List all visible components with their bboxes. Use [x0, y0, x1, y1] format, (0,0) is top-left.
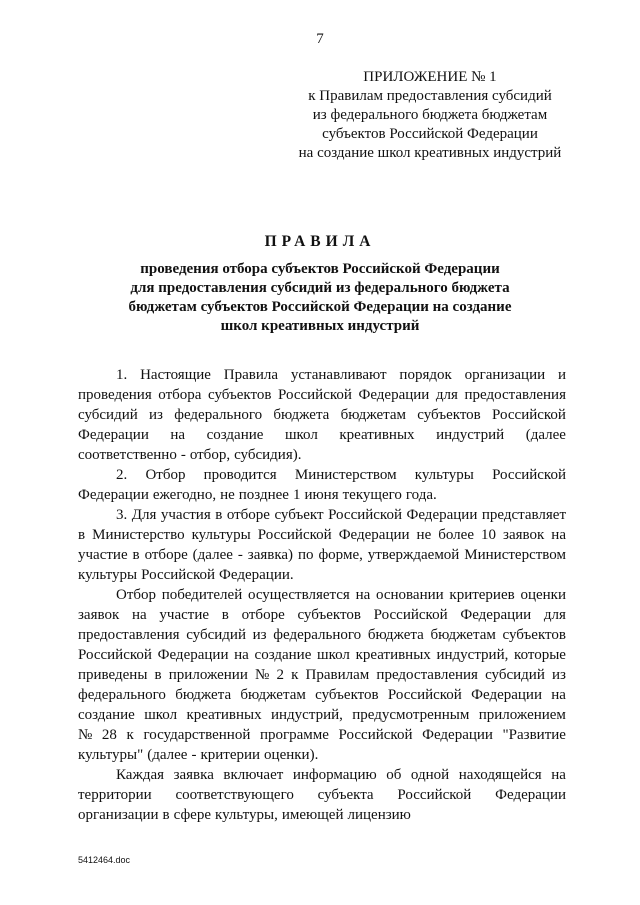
file-name-footer: 5412464.doc — [78, 855, 131, 865]
appendix-line: субъектов Российской Федерации — [322, 126, 538, 142]
paragraph-line: Российской Федерации на создание школ креативных индустрий, которые — [78, 647, 566, 663]
document-title: ПРАВИЛА — [264, 233, 376, 250]
paragraph-line: 3. Для участия в отборе субъект Российской Федерации представляет — [116, 507, 566, 523]
paragraph — [78, 505, 566, 585]
paragraph-line: соответственно - отбор, субсидия). — [78, 447, 302, 463]
paragraph-line: создание школ креативных индустрий, предусмотренным приложением — [78, 707, 566, 723]
paragraph-line: предоставления субсидий из федерального бюджета бюджетам субъектов — [78, 627, 566, 643]
paragraph-line: в Министерство культуры Российской Федерации не более 10 заявок на — [78, 527, 566, 543]
paragraph-line: заявок на участие в отборе субъектов Российской Федерации для — [78, 607, 566, 623]
paragraph — [78, 465, 566, 505]
subtitle-line: бюджетам субъектов Российской Федерации на создание — [128, 299, 512, 315]
paragraph — [78, 585, 566, 765]
page-number: 7 — [316, 31, 324, 47]
document-subtitle — [100, 260, 540, 336]
paragraph-line: 1. Настоящие Правила устанавливают порядок организации и — [116, 367, 566, 383]
document-body — [78, 365, 566, 825]
paragraph — [78, 365, 566, 465]
paragraph-line: федерального бюджета бюджетам субъектов Российской Федерации на — [78, 687, 566, 703]
paragraph-line: Каждая заявка включает информацию об одной находящейся на — [116, 767, 566, 783]
paragraph-line: Федерации ежегодно, не позднее 1 июня текущего года. — [78, 487, 437, 503]
paragraph-line: приведены в приложении № 2 к Правилам предоставления субсидий из — [78, 667, 566, 683]
paragraph-line: участие в отборе (далее - заявка) по форме, утверждаемой Министерством — [78, 547, 566, 563]
subtitle-line: школ креативных индустрий — [220, 318, 420, 334]
appendix-line: из федерального бюджета бюджетам — [312, 107, 548, 123]
paragraph-line: субсидий из федерального бюджета бюджетам субъектов Российской — [78, 407, 566, 423]
subtitle-line: проведения отбора субъектов Российской Федерации — [140, 261, 500, 277]
paragraph-line: культуры" (далее - критерии оценки). — [78, 747, 319, 763]
paragraph-line: Федерации на создание школ креативных индустрий (далее — [78, 427, 566, 443]
appendix-line: к Правилам предоставления субсидий — [308, 88, 552, 104]
paragraph-line: культуры Российской Федерации. — [78, 567, 294, 583]
paragraph-line: территории соответствующего субъекта Российской Федерации — [78, 787, 566, 803]
subtitle-line: для предоставления субсидий из федерального бюджета — [130, 280, 510, 296]
paragraph-line: 2. Отбор проводится Министерством культуры Российской — [116, 467, 566, 483]
paragraph-line: № 28 к государственной программе Российской Федерации "Развитие — [78, 727, 566, 743]
paragraph-line: проведения отбора субъектов Российской Федерации для предоставления — [78, 387, 566, 403]
appendix-header — [290, 68, 570, 163]
paragraph — [78, 765, 566, 825]
appendix-line: на создание школ креативных индустрий — [298, 145, 562, 161]
paragraph-line: организации в сфере культуры, имеющей лицензию — [78, 807, 411, 823]
appendix-line: ПРИЛОЖЕНИЕ № 1 — [363, 69, 497, 85]
paragraph-line: Отбор победителей осуществляется на основании критериев оценки — [116, 587, 566, 603]
